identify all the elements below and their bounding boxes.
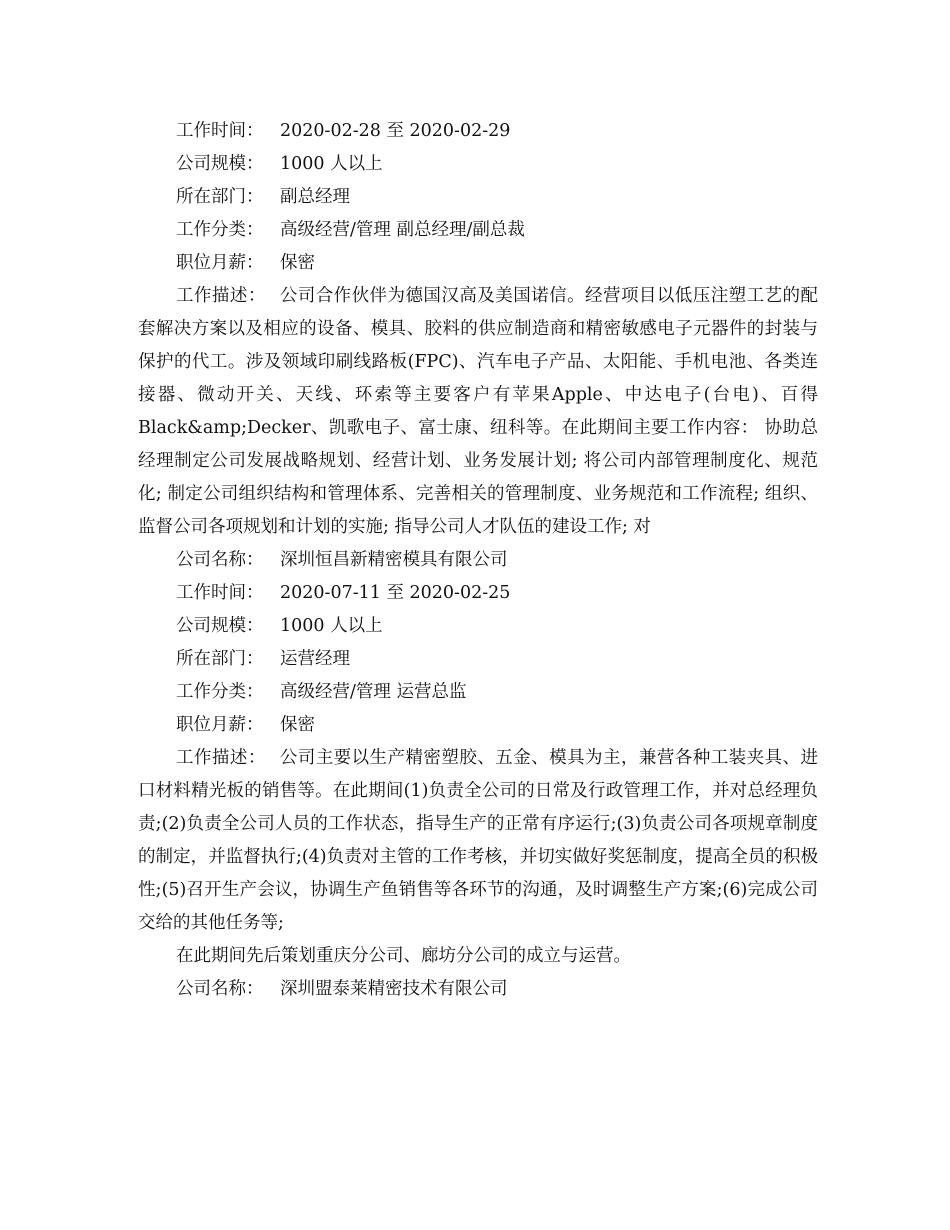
monthly-salary-field: [138, 247, 818, 280]
job-category-field: [138, 214, 818, 247]
company-size-field: [138, 610, 818, 643]
department-field: [138, 643, 818, 676]
company-name-field: [138, 544, 818, 577]
job-description: [138, 280, 818, 544]
field-value: 2020-07-11 至 2020-02-25: [280, 583, 511, 603]
field-value: 高级经营/管理 运营总监: [280, 682, 467, 702]
company-size-field: [138, 148, 818, 181]
field-label: 职位月薪：: [176, 253, 264, 273]
field-label: 工作时间：: [176, 121, 264, 141]
field-value: 高级经营/管理 副总经理/副总裁: [280, 220, 525, 240]
field-value: 保密: [280, 715, 315, 735]
field-label: 公司名称：: [176, 550, 264, 570]
field-value: 运营经理: [280, 649, 350, 669]
field-value: 副总经理: [280, 187, 350, 207]
field-value: 1000 人以上: [280, 616, 383, 636]
field-label: 工作时间：: [176, 583, 264, 603]
department-field: [138, 181, 818, 214]
field-value: 深圳恒昌新精密模具有限公司: [280, 550, 508, 570]
description-text: 公司合作伙伴为德国汉高及美国诺信。经营项目以低压注塑工艺的配套解决方案以及相应的设备、模具、胶料的供应制造商和精密敏感电子元器件的封装与保护的代工。涉及领域印刷线路板(FPC)、汽车电子产品、太阳能、手机电池、各类连接器、微动开关、天线、环索等主要客户有苹果Apple、中达电子(台电)、百得Black&amp;Decker、凯歌电子、富士康、纽科等。在此期间主要工作内容： 协助总经理制定公司发展战略规划、经营计划、业务发展计划; 将公司内部管理制度化、规范化; 制定公司组织结构和管理体系、完善相关的管理制度、业务规范和工作流程; 组织、监督公司各项规划和计划的实施; 指导公司人才队伍的建设工作; 对: [138, 286, 818, 537]
field-label: 公司规模：: [176, 616, 264, 636]
field-value: 保密: [280, 253, 315, 273]
job-category-field: [138, 676, 818, 709]
field-label: 公司规模：: [176, 154, 264, 174]
field-label: 所在部门：: [176, 187, 264, 207]
company-name-field: [138, 973, 818, 1006]
field-label: 公司名称：: [176, 979, 264, 999]
field-value: 深圳盟泰莱精密技术有限公司: [280, 979, 508, 999]
work-time-field: [138, 577, 818, 610]
field-label: 所在部门：: [176, 649, 264, 669]
work-time-field: [138, 115, 818, 148]
field-value: 1000 人以上: [280, 154, 383, 174]
monthly-salary-field: [138, 709, 818, 742]
resume-work-history: [138, 115, 818, 1006]
field-label: 职位月薪：: [176, 715, 264, 735]
field-label: 工作分类：: [176, 220, 264, 240]
description-text: 公司主要以生产精密塑胶、五金、模具为主，兼营各种工装夹具、进口材料精光板的销售等。在此期间(1)负责全公司的日常及行政管理工作，并对总经理负责;(2)负责全公司人员的工作状态，指导生产的正常有序运行;(3)负责公司各项规章制度的制定，并监督执行;(4)负责对主管的工作考核，并切实做好奖惩制度，提高全员的积极性;(5)召开生产会议，协调生产鱼销售等各环节的沟通，及时调整生产方案;(6)完成公司交给的其他任务等;: [138, 748, 818, 933]
description-label: 工作描述：: [176, 748, 266, 768]
additional-note: 在此期间先后策划重庆分公司、廊坊分公司的成立与运营。: [176, 946, 631, 966]
field-label: 工作分类：: [176, 682, 264, 702]
job-description: [138, 742, 818, 940]
description-label: 工作描述：: [176, 286, 266, 306]
field-value: 2020-02-28 至 2020-02-29: [280, 121, 511, 141]
